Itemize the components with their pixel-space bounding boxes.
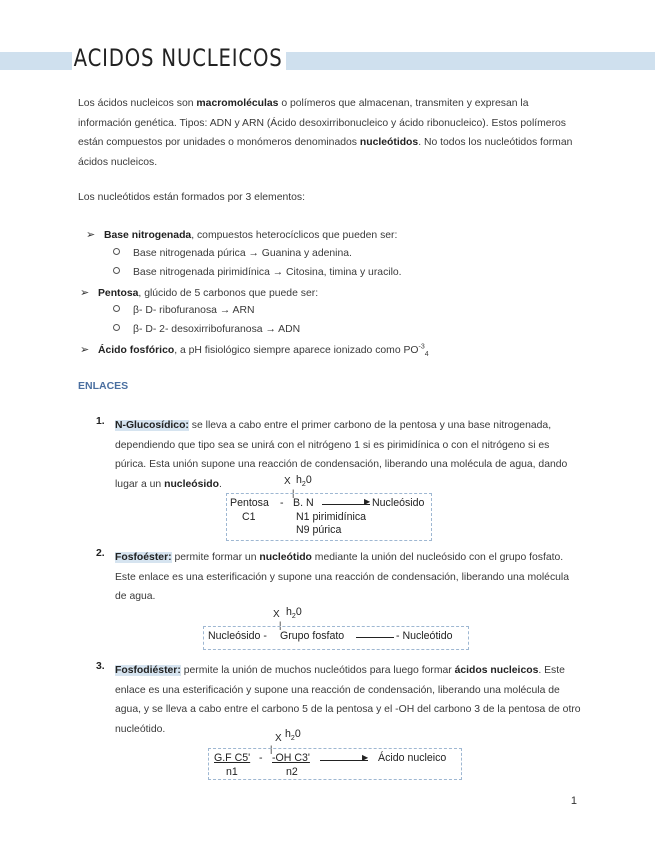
reaction-arrow: [320, 760, 368, 761]
diagram-oh: -OH C3': [272, 752, 310, 764]
list-item-base: ➢ Base nitrogenada, compuestos heterocíclicos que pueden ser:: [86, 229, 398, 241]
list-item-pentosa: ➢ Pentosa, glúcido de 5 carbonos que puede ser:: [80, 287, 319, 299]
x-mark: X: [273, 609, 280, 620]
page-title: ACIDOS NUCLEICOS: [72, 44, 286, 72]
arrow-bullet-icon: ➢: [80, 287, 90, 299]
water-label: $h_20$: [285, 728, 301, 743]
diagram-left: Nucleósido -: [208, 630, 267, 642]
circle-bullet-icon: [113, 267, 120, 274]
arrow-bullet-icon: ➢: [80, 344, 90, 356]
circle-bullet-icon: [113, 248, 120, 255]
enlace-1-paragraph: N-Glucosídico: se lleva a cabo entre el primer carbono de la pentosa y una base nitrogenada, dependiendo que tipo sea se unirá con el nitrógeno 1 si es pirimidínica o con el nitrógeno si es púrica. Esta unión supone una reacción de condensación, liberando una molécula de agua, dando lugar a un nucleósido.: [115, 420, 568, 490]
sublist-item: β- D- 2- desoxirribofuranosa → ADN: [113, 324, 300, 335]
intro-paragraph: Los ácidos nucleicos son macromoléculas o polímeros que almacenan, transmiten y expresan la información genética. Tipos: ADN y ARN (Ácido desoxirribonucleico y ácido ribonucleico). Estos polímeros están compuestos por unidades o monómeros denominados nucleótidos. No todos los nucleótidos forman ácidos nucleicos.: [78, 98, 573, 168]
sublist-item: β- D- ribofuranosa → ARN: [113, 305, 254, 316]
enlace-2-paragraph: Fosfoéster: permite formar un nucleótido mediante la unión del nucleósido con el grupo fosfato. Este enlace es una esterificación y supone una reacción de condensación, liberando una molécula de agua.: [115, 552, 570, 602]
enlace-number: 2.: [96, 548, 105, 559]
circle-bullet-icon: [113, 305, 120, 312]
diagram-result: - Nucleótido: [396, 630, 453, 642]
water-tick: |: [270, 744, 273, 754]
diagram-bn: B. N: [293, 497, 314, 509]
diagram-n9: N9 púrica: [296, 524, 342, 536]
elements-intro: Los nucleótidos están formados por 3 elementos:: [78, 192, 305, 203]
water-tick: |: [292, 488, 295, 498]
diagram-mid: Grupo fosfato: [280, 630, 345, 642]
diagram-c1: C1: [242, 511, 256, 523]
section-title-enlaces: ENLACES: [78, 380, 129, 392]
water-tick: |: [279, 620, 282, 630]
diagram-gf: G.F C5': [214, 752, 251, 764]
enlace-3-paragraph: Fosfodiéster: permite la unión de muchos nucleótidos para luego formar ácidos nucleicos. Este enlace es una esterificación y supone una reacción de condensación, liberando una molécula de agua, y se lleva a cabo entre el carbono 5 de la pentosa y el -OH del carbono 3 de la pentosa de otro nucleótido.: [115, 665, 581, 735]
diagram-n1: n1: [226, 766, 238, 778]
diagram-dash: -: [259, 752, 263, 764]
arrow-head-icon: ▶: [362, 753, 369, 762]
enlace-number: 3.: [96, 661, 105, 672]
arrow-head-icon: ▶: [364, 497, 371, 506]
arrow-bullet-icon: ➢: [86, 229, 96, 241]
diagram-pentosa: Pentosa: [230, 497, 269, 509]
sublist-item: Base nitrogenada pirimidínica → Citosina, timina y uracilo.: [113, 267, 402, 278]
diagram-n2: n2: [286, 766, 298, 778]
water-label: $h_20$: [286, 606, 302, 621]
reaction-arrow: [356, 637, 394, 638]
sublist-item: Base nitrogenada púrica → Guanina y adenina.: [113, 248, 352, 259]
x-mark: X: [284, 476, 291, 487]
x-mark: X: [275, 733, 282, 744]
reaction-arrow: [322, 504, 370, 505]
diagram-result: Nucleósido: [372, 497, 425, 509]
water-label: $h_20$: [296, 474, 312, 489]
diagram-n1: N1 pirimidínica: [296, 511, 367, 523]
circle-bullet-icon: [113, 324, 120, 331]
list-item-acido: ➢ Ácido fosfórico, a pH fisiológico siempre aparece ionizado como $PO^{-3}_4$: [80, 343, 429, 359]
diagram-result: Ácido nucleico: [378, 752, 447, 764]
enlace-number: 1.: [96, 416, 105, 427]
page-number: 1: [570, 795, 577, 807]
diagram-dash: -: [280, 497, 284, 509]
